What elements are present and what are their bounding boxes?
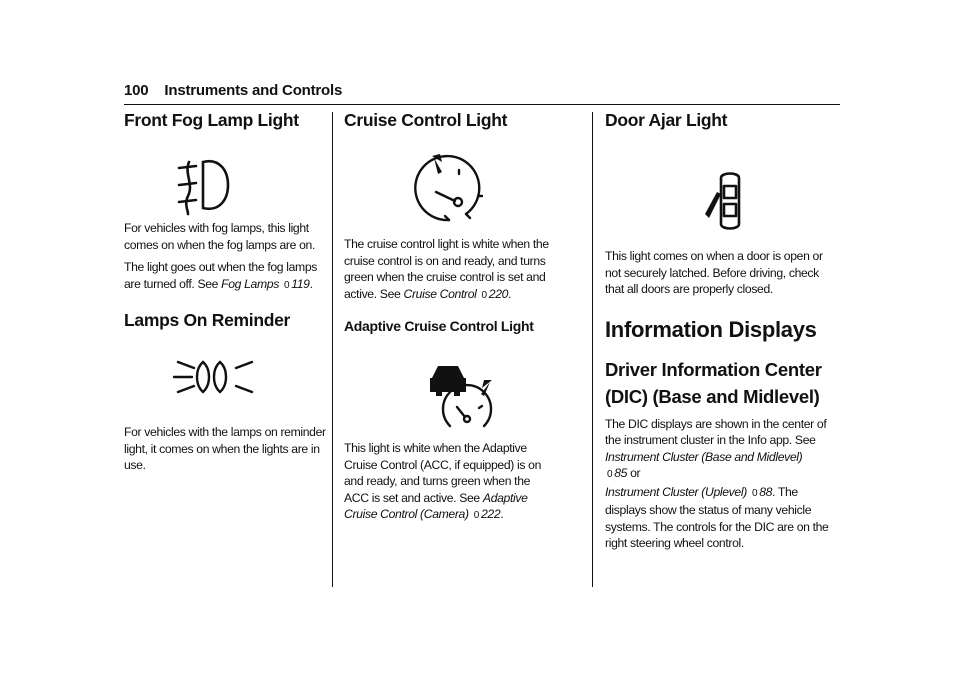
door-ajar-heading: Door Ajar Light [605, 110, 728, 130]
fog-lamp-heading: Front Fog Lamp Light [124, 110, 299, 130]
column-divider [332, 112, 333, 587]
door-ajar-text: This light comes on when a door is open or not securely latched. Before driving, check that all doors are properly closed. [605, 249, 823, 296]
lamps-reminder-heading: Lamps On Reminder [124, 310, 291, 330]
column-3 [605, 108, 840, 552]
fog-lamp-text-1: For vehicles with fog lamps, this light comes on when the fog lamps are on. [124, 221, 315, 252]
door-ajar-icon [605, 132, 840, 248]
fog-lamp-text-2: The light goes out when the fog lamps are turned off. See Fog Lamps 0 119. [124, 260, 318, 291]
section-title: Instruments and Controls [164, 82, 343, 99]
lamps-on-reminder-icon [124, 332, 329, 424]
page-ref[interactable]: 119 [291, 276, 310, 291]
cruise-control-heading: Cruise Control Light [344, 110, 508, 130]
cross-reference-link[interactable]: Instrument Cluster (Uplevel) [605, 484, 747, 499]
cruise-control-icon [344, 132, 549, 236]
page-ref-arrow-icon: 0 [751, 487, 758, 499]
column-1 [124, 108, 329, 474]
page-ref[interactable]: 220 [488, 286, 509, 301]
cross-reference-link[interactable]: Adaptive Cruise Control (Camera) [344, 490, 528, 521]
page-ref-arrow-icon: 0 [473, 510, 479, 521]
page-ref-arrow-icon: 0 [607, 469, 613, 480]
page-ref[interactable]: 222 [480, 507, 501, 521]
cross-reference-link[interactable]: Cruise Control [403, 286, 477, 301]
acc-text: This light is white when the Adaptive Cruise Control (ACC, if equipped) is on and ready, and turns green when the ACC is set and active. See Adaptive Cruise Control (Camera) 0 222. [344, 441, 542, 521]
acc-heading: Adaptive Cruise Control Light [344, 318, 534, 334]
page-ref[interactable]: 88 [759, 484, 773, 499]
lamps-reminder-text: For vehicles with the lamps on reminder light, it comes on when the lights are in use. [124, 425, 326, 472]
adaptive-cruise-control-icon [344, 336, 549, 440]
dic-text: The DIC displays are shown in the center of the instrument cluster in the Info app. See Instrument Cluster (Base and Midlevel) 0 85 or Instrument Cluster (Uplevel) 0 88. The displays show the status of many vehicle systems. The controls for the DIC are on the right steering wheel control. [605, 416, 829, 550]
info-displays-heading: Information Displays [605, 316, 817, 342]
column-divider [592, 112, 593, 587]
cruise-control-text: The cruise control light is white when the cruise control is on and ready, and turns green when the cruise control is set and active. See Cruise Control 0 220. [344, 237, 549, 301]
cross-reference-link[interactable]: Instrument Cluster (Base and Midlevel) [605, 449, 803, 464]
front-fog-lamp-icon [124, 132, 329, 220]
cross-reference-link[interactable]: Fog Lamps [221, 276, 279, 291]
page-number: 100 [124, 82, 149, 99]
column-2 [344, 108, 549, 525]
page-header [124, 82, 840, 105]
page-ref-arrow-icon: 0 [284, 279, 290, 291]
page-ref-arrow-icon: 0 [481, 289, 487, 301]
dic-heading: Driver Information Center (DIC) (Base and Midlevel) [605, 358, 822, 407]
page-ref[interactable]: 85 [614, 466, 628, 480]
